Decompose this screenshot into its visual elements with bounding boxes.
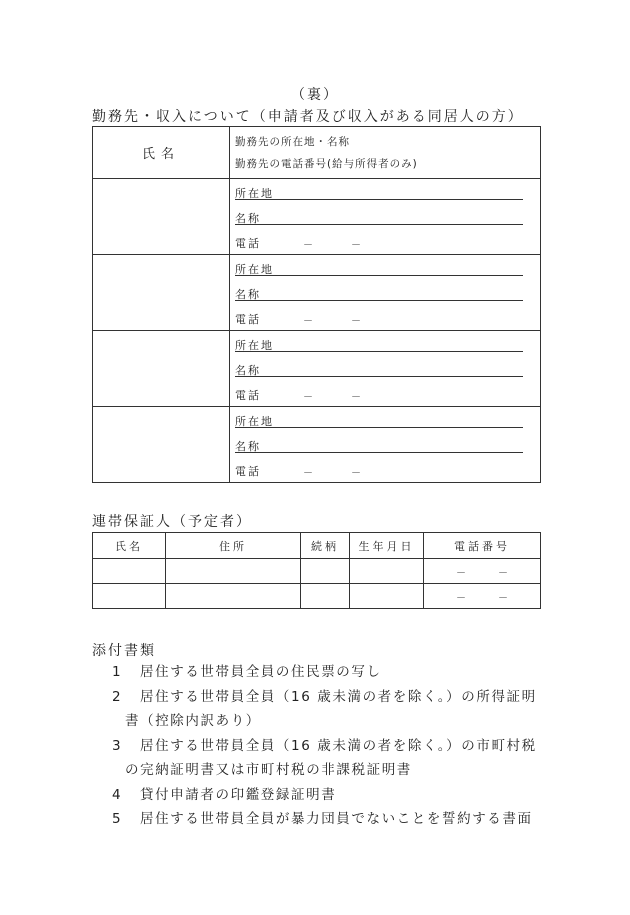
- item-number: 5: [112, 811, 123, 827]
- location-label: 所在地: [235, 187, 274, 200]
- phone-dash: －: [303, 240, 313, 251]
- item-text: 居住する世帯員全員の住民票の写し: [140, 664, 382, 680]
- guarantor-table: [92, 532, 541, 609]
- work-address-cell: [230, 407, 541, 483]
- table-row: [93, 559, 541, 584]
- page-label: （裏）: [291, 87, 339, 103]
- name-label: 名称: [235, 288, 261, 301]
- phone-dash: －: [303, 316, 313, 327]
- phone-dash: －: [351, 240, 361, 251]
- guarantor-phone-input[interactable]: [424, 584, 541, 609]
- item-number: 1: [112, 664, 123, 680]
- guarantor-address-input[interactable]: [166, 584, 301, 609]
- guarantor-address-input[interactable]: [166, 559, 301, 584]
- work-address-header-line1: 勤務先の所在地・名称: [235, 135, 350, 148]
- guarantor-name-header: 氏名: [93, 533, 166, 559]
- phone-dash: －: [303, 468, 313, 479]
- name-label: 名称: [235, 440, 261, 453]
- phone-dash: －: [351, 392, 361, 403]
- work-name-input[interactable]: [93, 407, 230, 483]
- item-number: 2: [112, 688, 123, 705]
- work-address-header: [230, 127, 541, 179]
- location-input-line[interactable]: [235, 351, 523, 352]
- location-label: 所在地: [235, 339, 274, 352]
- item-number: 3: [112, 737, 123, 754]
- phone-dash: －: [456, 567, 466, 579]
- name-input-line[interactable]: [235, 224, 523, 225]
- work-table-header: [93, 127, 541, 179]
- name-input-line[interactable]: [235, 300, 523, 301]
- phone-label: 電話: [235, 389, 261, 402]
- guarantor-birthdate-input[interactable]: [350, 584, 424, 609]
- guarantor-relation-header: 続柄: [301, 533, 350, 559]
- work-row: [93, 331, 541, 407]
- phone-dash: －: [303, 392, 313, 403]
- work-row: [93, 255, 541, 331]
- location-label: 所在地: [235, 415, 274, 428]
- table-row: [93, 584, 541, 609]
- work-row: [93, 179, 541, 255]
- work-address-header-line2: 勤務先の電話番号(給与所得者のみ): [235, 157, 418, 170]
- item-text: 居住する世帯員全員が暴力団員でないことを誓約する書面: [140, 811, 533, 827]
- phone-label: 電話: [235, 465, 261, 478]
- guarantor-address-header: 住所: [166, 533, 301, 559]
- item-text-continued: 書（控除内訳あり）: [125, 713, 261, 729]
- work-name-input[interactable]: [93, 179, 230, 255]
- item-text: 貸付申請者の印鑑登録証明書: [140, 786, 337, 803]
- guarantor-relation-input[interactable]: [301, 584, 350, 609]
- list-item: [92, 734, 562, 783]
- list-item: [92, 685, 562, 734]
- location-input-line[interactable]: [235, 199, 523, 200]
- guarantor-section-title: 連帯保証人（予定者）: [92, 514, 252, 530]
- location-label: 所在地: [235, 263, 274, 276]
- name-input-line[interactable]: [235, 452, 523, 453]
- guarantor-birthdate-header: 生年月日: [350, 533, 424, 559]
- phone-dash: －: [498, 592, 508, 604]
- name-label: 名称: [235, 364, 261, 377]
- list-item: [92, 783, 562, 808]
- work-address-cell: [230, 255, 541, 331]
- name-label: 名称: [235, 212, 261, 225]
- work-name-input[interactable]: [93, 331, 230, 407]
- guarantor-name-input[interactable]: [93, 584, 166, 609]
- guarantor-phone-header: 電話番号: [424, 533, 541, 559]
- guarantor-table-header: [93, 533, 541, 559]
- guarantor-birthdate-input[interactable]: [350, 559, 424, 584]
- work-row: [93, 407, 541, 483]
- phone-dash: －: [498, 567, 508, 579]
- guarantor-name-input[interactable]: [93, 559, 166, 584]
- name-input-line[interactable]: [235, 376, 523, 377]
- guarantor-relation-input[interactable]: [301, 559, 350, 584]
- work-table: [92, 126, 541, 483]
- work-address-cell: [230, 179, 541, 255]
- work-section-title: 勤務先・収入について（申請者及び収入がある同居人の方）: [92, 109, 524, 125]
- phone-dash: －: [351, 468, 361, 479]
- phone-dash: －: [351, 316, 361, 327]
- list-item: [92, 807, 562, 832]
- guarantor-phone-input[interactable]: [424, 559, 541, 584]
- item-text-continued: の完納証明書又は市町村税の非課税証明書: [125, 762, 412, 778]
- phone-dash: －: [456, 592, 466, 604]
- location-input-line[interactable]: [235, 275, 523, 276]
- work-name-header: 氏名: [93, 127, 230, 179]
- phone-label: 電話: [235, 313, 261, 326]
- phone-label: 電話: [235, 237, 261, 250]
- location-input-line[interactable]: [235, 427, 523, 428]
- list-item: [92, 660, 562, 685]
- work-name-input[interactable]: [93, 255, 230, 331]
- attachments-list: [92, 660, 562, 832]
- attachments-title: 添付書類: [92, 643, 156, 659]
- work-address-cell: [230, 331, 541, 407]
- item-text: 居住する世帯員全員（16 歳未満の者を除く。）の市町村税: [140, 737, 537, 754]
- item-number: 4: [112, 786, 123, 803]
- item-text: 居住する世帯員全員（16 歳未満の者を除く。）の所得証明: [140, 688, 537, 705]
